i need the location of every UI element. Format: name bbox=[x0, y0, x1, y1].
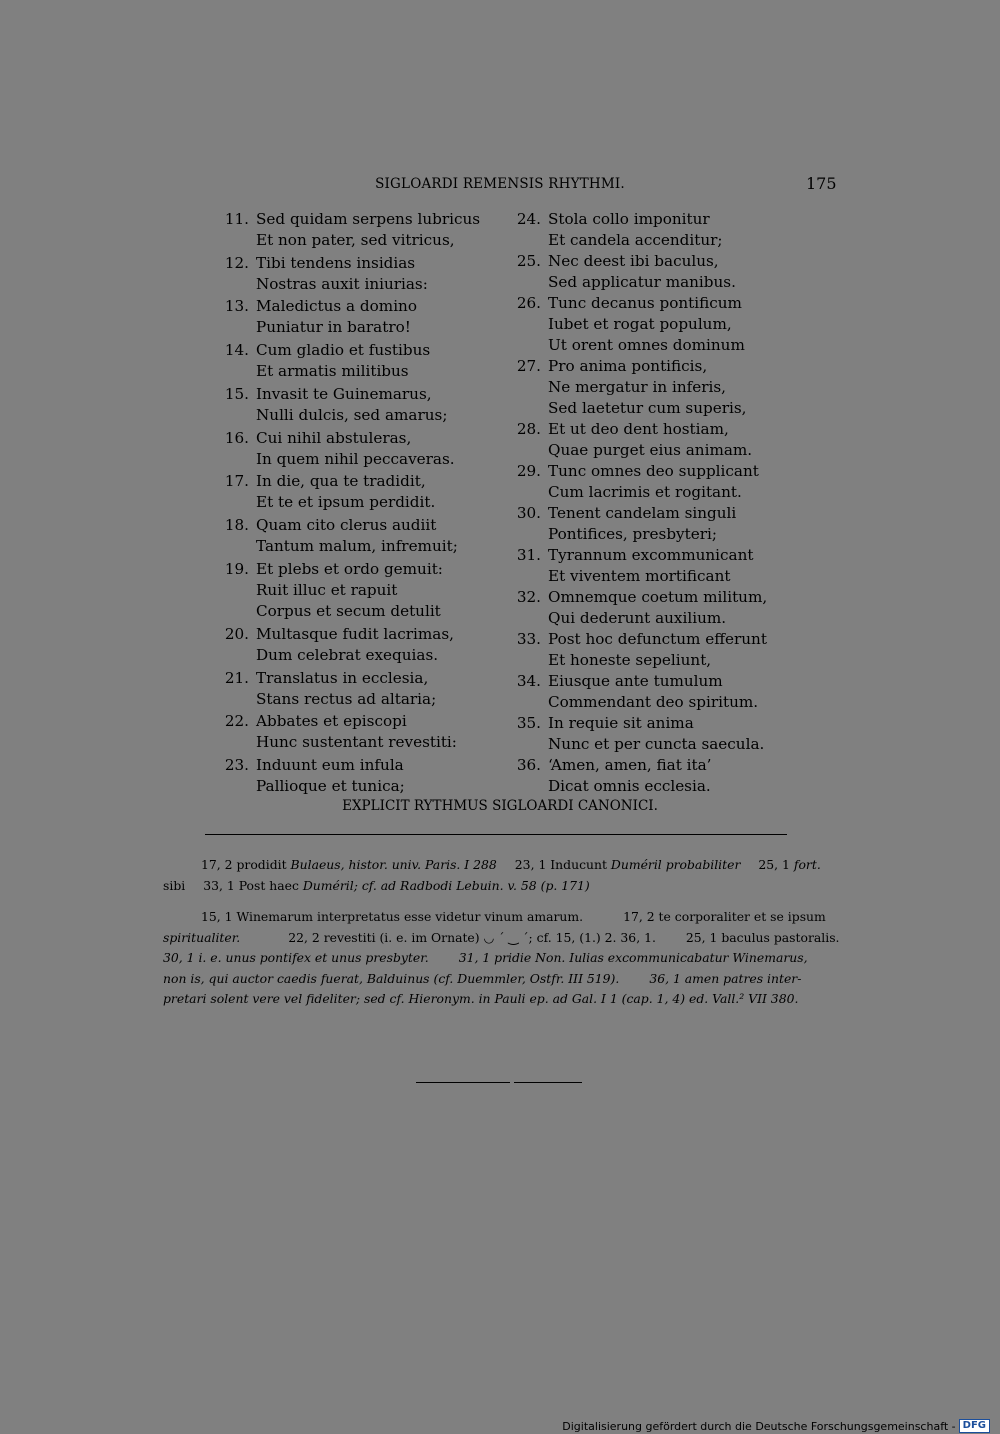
verse-line: Puniatur in baratro! bbox=[256, 318, 411, 336]
stanza bbox=[224, 711, 457, 753]
variant-ref: 25, 1 bbox=[758, 857, 790, 872]
verse-line: Pontifices, presbyteri; bbox=[548, 525, 717, 543]
stanza bbox=[516, 461, 759, 503]
stanza bbox=[224, 624, 454, 666]
variant-line bbox=[163, 855, 831, 876]
note-text: 17, 2 te corporaliter et se ipsum bbox=[623, 909, 826, 924]
divider-rule bbox=[205, 834, 787, 835]
stanza bbox=[224, 384, 448, 426]
stanza bbox=[516, 293, 745, 356]
verse-line: Pro anima pontificis, bbox=[548, 357, 708, 375]
variant-ref: 23, 1 bbox=[514, 857, 547, 872]
verse-line: In die, qua te tradidit, bbox=[256, 472, 426, 490]
stanza bbox=[224, 209, 481, 251]
verse-line: Maledictus a domino bbox=[256, 297, 417, 315]
verse-line: Nostras auxit iniurias: bbox=[256, 275, 428, 293]
verse-line: Qui dederunt auxilium. bbox=[548, 609, 727, 627]
note-line bbox=[163, 989, 831, 1010]
variant-ref: 17, 2 bbox=[201, 857, 233, 872]
verse-line: Et non pater, sed vitricus, bbox=[256, 231, 455, 249]
stanza-number: 28. bbox=[516, 420, 541, 438]
stanza-number: 19. bbox=[224, 560, 249, 578]
verse-line: Invasit te Guinemarus, bbox=[256, 385, 432, 403]
variant-text: sibi bbox=[163, 877, 186, 893]
stanza bbox=[516, 713, 765, 755]
verse-line: Tantum malum, infremuit; bbox=[256, 537, 458, 555]
verse-line: Hunc sustentant revestiti: bbox=[256, 733, 457, 751]
variant-text: Inducunt bbox=[550, 857, 607, 872]
verse-line: Multasque fudit lacrimas, bbox=[256, 625, 454, 643]
verse-line: Stans rectus ad altaria; bbox=[256, 690, 437, 708]
dfg-logo[interactable]: DFG bbox=[959, 1419, 990, 1433]
stanza bbox=[516, 755, 712, 797]
note-text: non is, qui auctor caedis fuerat, Balduinus (cf. Duemmler, Ostfr. III 519). bbox=[163, 970, 620, 986]
stanza-number: 33. bbox=[516, 630, 541, 648]
explicit-line: EXPLICIT RYTHMUS SIGLOARDI CANONICI. bbox=[342, 798, 658, 814]
stanza-number: 15. bbox=[224, 385, 249, 403]
note-text: 30, 1 i. e. unus pontifex et unus presbyter. bbox=[163, 950, 429, 965]
stanza bbox=[224, 515, 458, 557]
verse-line: Ne mergatur in inferis, bbox=[548, 378, 726, 396]
stanza-number: 35. bbox=[516, 714, 541, 732]
stanza bbox=[224, 755, 405, 797]
stanza bbox=[516, 419, 753, 461]
note-text: 22, 2 revestiti (i. e. im Ornate) ◡ ˊ ‿ ˊ; cf. 15, (1.) 2. 36, 1. bbox=[288, 929, 656, 945]
note-line bbox=[163, 928, 840, 949]
running-title: SIGLOARDI REMENSIS RHYTHMI. bbox=[375, 176, 625, 192]
stanza bbox=[516, 503, 737, 545]
stanza bbox=[224, 296, 417, 338]
stanza-number: 26. bbox=[516, 294, 541, 312]
verse-line: Tenent candelam singuli bbox=[548, 504, 737, 522]
verse-line: Dum celebrat exequias. bbox=[256, 646, 439, 664]
closing-rule bbox=[416, 1082, 510, 1083]
stanza bbox=[516, 587, 768, 629]
note-line bbox=[163, 969, 831, 990]
note-text: 25, 1 baculus pastoralis. bbox=[685, 929, 840, 945]
stanza-number: 20. bbox=[224, 625, 249, 643]
verse-line: Et armatis militibus bbox=[256, 362, 409, 380]
verse-line: Translatus in ecclesia, bbox=[256, 669, 429, 687]
verse-line: Sed applicatur manibus. bbox=[548, 273, 736, 291]
stanza bbox=[224, 253, 428, 295]
variant-source: Duméril; cf. ad Radbodi Lebuin. v. 58 (p. 171) bbox=[302, 877, 590, 893]
page-number: 175 bbox=[806, 174, 837, 193]
verse-line: Nulli dulcis, sed amarus; bbox=[256, 406, 448, 424]
verse-line: In quem nihil peccaveras. bbox=[256, 450, 455, 468]
closing-rule bbox=[514, 1082, 582, 1083]
verse-line: Commendant deo spiritum. bbox=[548, 693, 759, 711]
stanza-number: 25. bbox=[516, 252, 541, 270]
stanza-number: 36. bbox=[516, 756, 541, 774]
stanza-number: 22. bbox=[224, 712, 249, 730]
verse-line: Eiusque ante tumulum bbox=[548, 672, 723, 690]
stanza bbox=[224, 471, 436, 513]
stanza-number: 23. bbox=[224, 756, 249, 774]
verse-line: Ruit illuc et rapuit bbox=[256, 581, 398, 599]
note-text: spiritualiter. bbox=[163, 929, 241, 945]
stanza-number: 17. bbox=[224, 472, 249, 490]
verse-line: Induunt eum infula bbox=[256, 756, 404, 774]
verse-line: Pallioque et tunica; bbox=[256, 777, 405, 795]
stanza bbox=[224, 340, 431, 382]
note-text: pretari solent vere vel fideliter; sed cf. Hieronym. in Pauli ep. ad Gal. I 1 (cap. 1, 4) ed. Vall.² VII 380. bbox=[163, 991, 799, 1006]
verse-line: Stola collo imponitur bbox=[548, 210, 710, 228]
verse-line: Dicat omnis ecclesia. bbox=[548, 777, 711, 795]
variant-ref: 33, 1 bbox=[203, 877, 235, 893]
verse-line: Ut orent omnes dominum bbox=[548, 336, 745, 354]
verse-line: Nec deest ibi baculus, bbox=[548, 252, 719, 270]
stanza-number: 14. bbox=[224, 341, 249, 359]
verse-line: Cum gladio et fustibus bbox=[256, 341, 431, 359]
verse-line: Iubet et rogat populum, bbox=[548, 315, 732, 333]
verse-line: Post hoc defunctum efferunt bbox=[548, 630, 767, 648]
stanza bbox=[224, 428, 455, 470]
verse-line: Quae purget eius animam. bbox=[548, 441, 753, 459]
verse-line: Et plebs et ordo gemuit: bbox=[256, 560, 443, 578]
stanza-number: 13. bbox=[224, 297, 249, 315]
stanza-number: 18. bbox=[224, 516, 249, 534]
stanza-number: 24. bbox=[516, 210, 541, 228]
verse-line: Corpus et secum detulit bbox=[256, 602, 441, 620]
variant-source: Duméril probabiliter bbox=[610, 857, 741, 872]
verse-line: Et honeste sepeliunt, bbox=[548, 651, 712, 669]
stanza-number: 34. bbox=[516, 672, 541, 690]
variant-source: fort. bbox=[793, 857, 821, 872]
stanza-number: 21. bbox=[224, 669, 249, 687]
variant-text: prodidit bbox=[236, 857, 287, 872]
stanza-number: 16. bbox=[224, 429, 249, 447]
note-line bbox=[163, 948, 831, 969]
note-text: 31, 1 pridie Non. Iulias excommunicabatur Winemarus, bbox=[458, 950, 808, 965]
verse-line: Nunc et per cuncta saecula. bbox=[548, 735, 765, 753]
verse-line: Tibi tendens insidias bbox=[256, 254, 416, 272]
stanza bbox=[516, 209, 723, 251]
stanza-number: 30. bbox=[516, 504, 541, 522]
verse-line: Cui nihil abstuleras, bbox=[256, 429, 412, 447]
stanza-number: 32. bbox=[516, 588, 541, 606]
verse-line: Sed quidam serpens lubricus bbox=[256, 210, 481, 228]
variant-source: Bulaeus, histor. univ. Paris. I 288 bbox=[290, 857, 497, 872]
verse-line: Et te et ipsum perdidit. bbox=[256, 493, 436, 511]
verse-line: Et candela accenditur; bbox=[548, 231, 723, 249]
verse-line: Et ut deo dent hostiam, bbox=[548, 420, 729, 438]
credit-text: Digitalisierung gefördert durch die Deutsche Forschungsgemeinschaft - bbox=[562, 1419, 956, 1433]
stanza bbox=[516, 356, 747, 419]
verse-line: Cum lacrimis et rogitant. bbox=[548, 483, 742, 501]
verse-line: Quam cito clerus audiit bbox=[256, 516, 437, 534]
verse-line: Tyrannum excommunicant bbox=[548, 546, 754, 564]
verse-line: ‘Amen, amen, fiat ita’ bbox=[548, 756, 712, 774]
digitization-credit bbox=[562, 1419, 990, 1433]
note-text: 36, 1 amen patres inter- bbox=[649, 970, 802, 986]
stanza bbox=[516, 545, 754, 587]
stanza bbox=[516, 251, 736, 293]
stanza bbox=[224, 668, 437, 710]
variant-text: Post haec bbox=[238, 877, 299, 893]
verse-line: Abbates et episcopi bbox=[256, 712, 407, 730]
stanza bbox=[224, 559, 443, 622]
variant-line bbox=[163, 876, 831, 897]
verse-line: Tunc decanus pontificum bbox=[548, 294, 742, 312]
verse-line: Sed laetetur cum superis, bbox=[548, 399, 747, 417]
stanza-number: 29. bbox=[516, 462, 541, 480]
variant-readings bbox=[163, 855, 831, 896]
verse-line: Tunc omnes deo supplicant bbox=[548, 462, 759, 480]
stanza-number: 11. bbox=[224, 210, 249, 228]
stanza bbox=[516, 671, 759, 713]
stanza bbox=[516, 629, 767, 671]
stanza-number: 27. bbox=[516, 357, 541, 375]
stanza-number: 31. bbox=[516, 546, 541, 564]
stanza-number: 12. bbox=[224, 254, 249, 272]
verse-line: In requie sit anima bbox=[548, 714, 694, 732]
verse-line: Omnemque coetum militum, bbox=[548, 588, 768, 606]
verse-line: Et viventem mortificant bbox=[548, 567, 731, 585]
note-text: 15, 1 Winemarum interpretatus esse videtur vinum amarum. bbox=[201, 909, 584, 924]
commentary-notes bbox=[163, 907, 840, 1010]
note-line bbox=[163, 907, 831, 928]
